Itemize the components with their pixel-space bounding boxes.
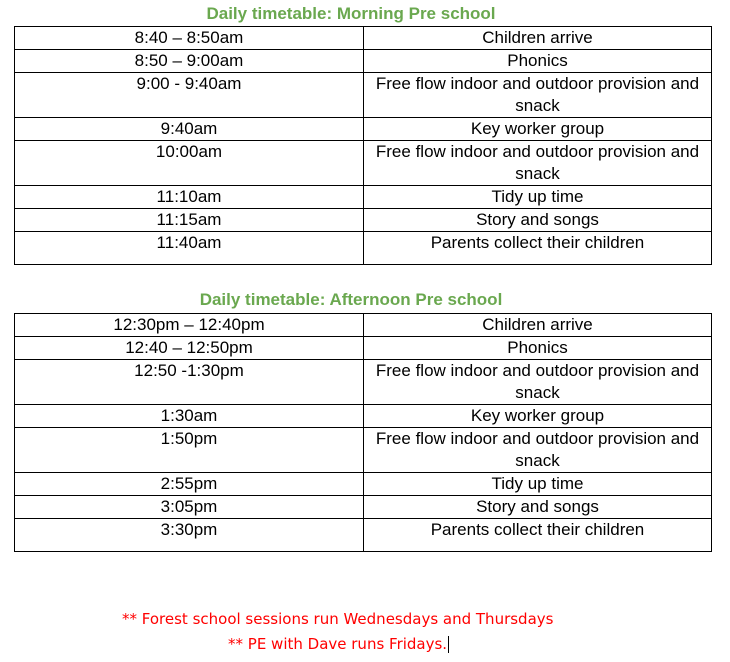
table-row bbox=[15, 141, 712, 186]
time-cell: 8:50 – 9:00am bbox=[15, 50, 364, 73]
time-cell: 12:40 – 12:50pm bbox=[15, 337, 364, 360]
time-cell: 11:40am bbox=[15, 232, 364, 265]
activity-cell: Free flow indoor and outdoor provision and snack bbox=[364, 428, 712, 473]
time-cell: 1:30am bbox=[15, 405, 364, 428]
table-row bbox=[15, 496, 712, 519]
morning-timetable bbox=[14, 26, 712, 265]
time-cell: 3:30pm bbox=[15, 519, 364, 552]
table-row bbox=[15, 186, 712, 209]
table-row bbox=[15, 50, 712, 73]
table-row bbox=[15, 405, 712, 428]
activity-cell: Key worker group bbox=[364, 118, 712, 141]
table-row bbox=[15, 27, 712, 50]
time-cell: 10:00am bbox=[15, 141, 364, 186]
activity-cell: Free flow indoor and outdoor provision and snack bbox=[364, 141, 712, 186]
table-row bbox=[15, 337, 712, 360]
time-cell: 1:50pm bbox=[15, 428, 364, 473]
table-row bbox=[15, 73, 712, 118]
activity-cell: Parents collect their children bbox=[364, 232, 712, 265]
activity-cell: Children arrive bbox=[364, 27, 712, 50]
activity-cell: Phonics bbox=[364, 50, 712, 73]
table-row bbox=[15, 360, 712, 405]
activity-cell: Free flow indoor and outdoor provision and snack bbox=[364, 73, 712, 118]
table-row bbox=[15, 473, 712, 496]
morning-timetable-title: Daily timetable: Morning Pre school bbox=[206, 4, 496, 23]
table-row bbox=[15, 209, 712, 232]
time-cell: 8:40 – 8:50am bbox=[15, 27, 364, 50]
table-row bbox=[15, 232, 712, 265]
time-cell: 2:55pm bbox=[15, 473, 364, 496]
activity-cell: Free flow indoor and outdoor provision and snack bbox=[364, 360, 712, 405]
time-cell: 3:05pm bbox=[15, 496, 364, 519]
table-row bbox=[15, 519, 712, 552]
afternoon-timetable-title: Daily timetable: Afternoon Pre school bbox=[199, 290, 503, 309]
forest-school-note-text: ** Forest school sessions run Wednesdays and Thursdays bbox=[122, 610, 554, 628]
table-row bbox=[15, 118, 712, 141]
activity-cell: Parents collect their children bbox=[364, 519, 712, 552]
time-cell: 12:30pm – 12:40pm bbox=[15, 314, 364, 337]
forest-school-note bbox=[122, 609, 553, 629]
activity-cell: Children arrive bbox=[364, 314, 712, 337]
pe-note-text: ** PE with Dave runs Fridays. bbox=[228, 635, 448, 653]
activity-cell: Key worker group bbox=[364, 405, 712, 428]
activity-cell: Tidy up time bbox=[364, 473, 712, 496]
time-cell: 9:00 - 9:40am bbox=[15, 73, 364, 118]
text-cursor bbox=[448, 636, 449, 653]
activity-cell: Story and songs bbox=[364, 209, 712, 232]
pe-note[interactable] bbox=[228, 634, 449, 654]
time-cell: 12:50 -1:30pm bbox=[15, 360, 364, 405]
table-row bbox=[15, 428, 712, 473]
time-cell: 11:15am bbox=[15, 209, 364, 232]
table-row bbox=[15, 314, 712, 337]
activity-cell: Story and songs bbox=[364, 496, 712, 519]
activity-cell: Tidy up time bbox=[364, 186, 712, 209]
time-cell: 9:40am bbox=[15, 118, 364, 141]
activity-cell: Phonics bbox=[364, 337, 712, 360]
afternoon-timetable bbox=[14, 313, 712, 552]
time-cell: 11:10am bbox=[15, 186, 364, 209]
